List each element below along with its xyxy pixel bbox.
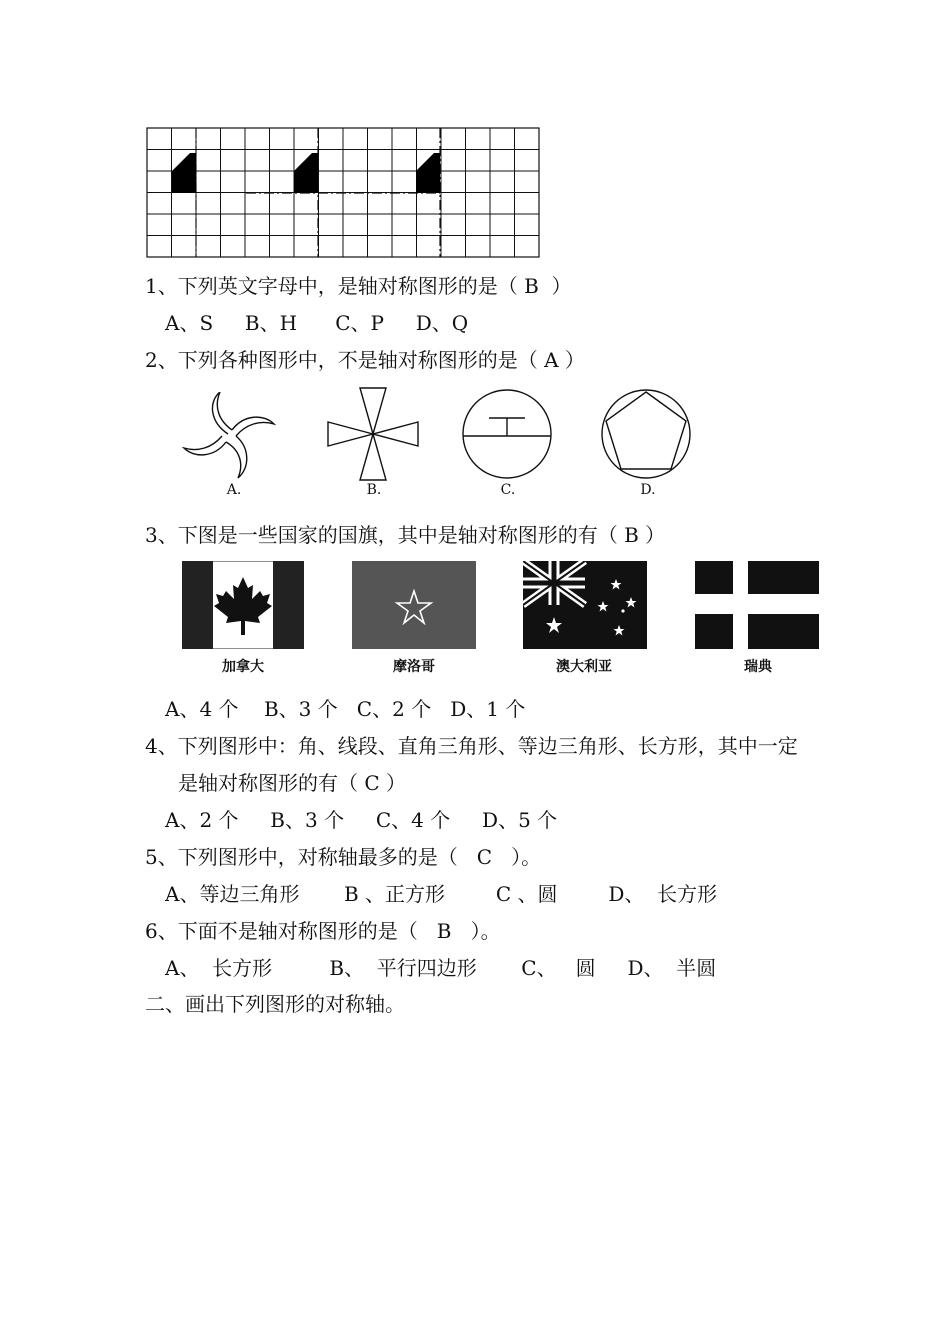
figure-label-d: D.: [640, 482, 656, 498]
question-3: 3、下图是一些国家的国旗，其中是轴对称图形的有（ B ）: [145, 523, 666, 547]
pinwheel-figure: [180, 392, 276, 482]
filled-shapes: [172, 153, 440, 193]
question-2: 2、下列各种图形中，不是轴对称图形的是（ A ）: [145, 348, 585, 372]
figure-label-b: B.: [366, 482, 382, 498]
morocco-flag: [352, 561, 476, 649]
question-3-options: A、4 个 B、3 个 C、2 个 D、1 个: [165, 697, 526, 721]
pentagon-circle-figure: [600, 388, 692, 480]
circle-figure: [461, 388, 553, 480]
question-5-options: A、等边三角形 B 、正方形 C 、圆 D、 长方形: [165, 882, 718, 906]
question-4: 4、下列图形中：角、线段、直角三角形、等边三角形、长方形，其中一定: [145, 734, 798, 758]
australia-flag: [523, 561, 647, 649]
section-2-heading: 二、画出下列图形的对称轴。: [145, 992, 405, 1016]
grid-figure: [146, 127, 542, 260]
question-1: 1、下列英文字母中，是轴对称图形的是（ B ）: [145, 274, 572, 298]
cross-figure: [326, 386, 420, 482]
flag-label-canada: 加拿大: [222, 659, 264, 675]
figure-label-a: A.: [226, 482, 242, 498]
question-5: 5、下列图形中，对称轴最多的是（ C ）。: [145, 845, 542, 869]
question-4-continued: 是轴对称图形的有（ C ）: [178, 771, 407, 795]
canada-flag: [182, 561, 304, 649]
question-6: 6、下面不是轴对称图形的是（ B ）。: [145, 919, 501, 943]
flag-label-australia: 澳大利亚: [556, 659, 612, 675]
figure-label-c: C.: [500, 482, 516, 498]
question-6-options: A、 长方形 B、 平行四边形 C、 圆 D、 半圆: [165, 956, 717, 980]
question-1-options: A、S B、H C、P D、Q: [165, 311, 469, 335]
flag-label-sweden: 瑞典: [744, 659, 772, 675]
sweden-flag: [695, 561, 819, 649]
question-4-options: A、2 个 B、3 个 C、4 个 D、5 个: [165, 808, 558, 832]
flag-label-morocco: 摩洛哥: [393, 659, 435, 675]
